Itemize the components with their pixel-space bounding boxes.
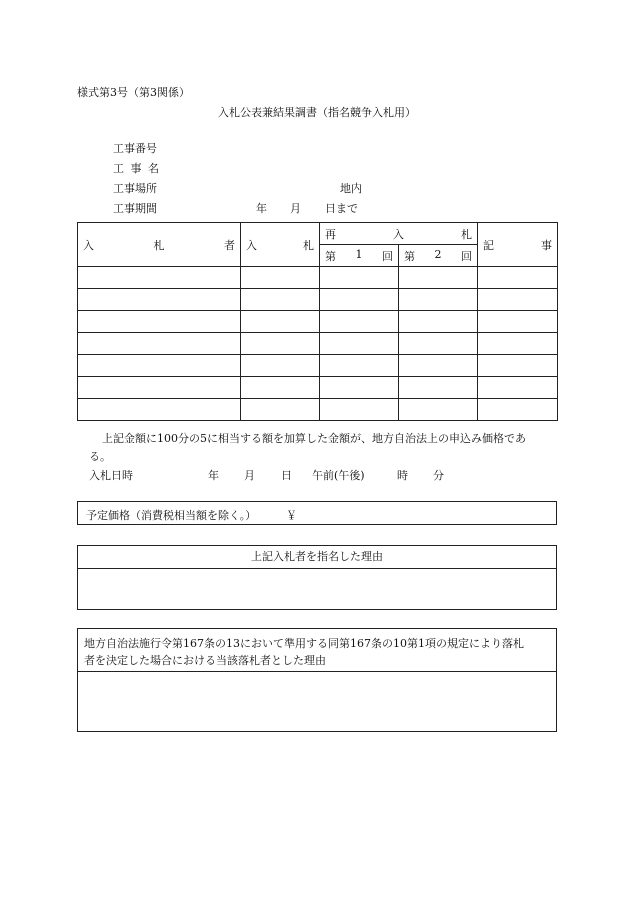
header-rebid: 再 入 札 [320,223,478,245]
table-cell [78,399,241,421]
bid-month: 月 [244,469,255,482]
table-cell [478,333,558,355]
designation-reason-header: 上記入札者を指名した理由 [78,546,556,569]
table-cell [320,289,399,311]
table-cell [241,333,320,355]
header-round-1: 第 1 回 [320,245,399,267]
table-cell [399,311,478,333]
table-cell [399,267,478,289]
table-cell [399,377,478,399]
currency-symbol: ￥ [286,509,297,522]
table-cell [478,355,558,377]
table-header-row [78,223,558,245]
label-bid-datetime: 入札日時 [89,469,133,482]
bid-hour: 時 [397,469,408,482]
label-construction-period: 工事期間 [113,202,157,215]
period-month: 月 [290,202,301,215]
table-cell [241,311,320,333]
table-cell [320,377,399,399]
header-bid: 入 札 [241,223,320,267]
table-cell [478,311,558,333]
table-cell [78,311,241,333]
table-row [78,289,558,311]
table-cell [241,399,320,421]
table-cell [478,399,558,421]
table-cell [478,289,558,311]
label-char: 工 [113,162,124,175]
table-cell [320,333,399,355]
winning-bidder-reason-header [78,629,556,672]
table-row [78,267,558,289]
table-cell [320,355,399,377]
estimated-price-box [77,501,557,525]
form-id: 様式第3号（第3関係） [77,86,190,99]
label-construction-number: 工事番号 [113,142,157,155]
table-cell [241,377,320,399]
bid-day: 日 [281,469,292,482]
bid-year: 年 [208,469,219,482]
table-cell [399,333,478,355]
table-cell [320,311,399,333]
table-cell [241,289,320,311]
table-cell [320,399,399,421]
designation-reason-box [77,545,557,610]
table-cell [78,333,241,355]
table-row [78,377,558,399]
table-cell [399,355,478,377]
bid-minute: 分 [433,469,444,482]
table-row [78,311,558,333]
table-cell [241,267,320,289]
table-cell [478,267,558,289]
table-row [78,399,558,421]
header-notes: 記 事 [478,223,558,267]
table-cell [399,399,478,421]
bid-results-table [77,222,558,421]
location-suffix: 地内 [340,182,362,195]
winning-bidder-reason-box [77,628,557,732]
table-cell [78,377,241,399]
table-cell [478,377,558,399]
table-cell [78,267,241,289]
estimated-price-label: 予定価格（消費税相当額を除く。） [86,509,257,522]
header-round-2: 第 2 回 [399,245,478,267]
table-cell [78,289,241,311]
label-char: 名 [148,162,159,175]
period-year: 年 [256,202,267,215]
bid-ampm: 午前(午後) [312,469,365,482]
table-cell [241,355,320,377]
table-cell [399,289,478,311]
law-text-line-1: 地方自治法施行令第167条の13において準用する同第167条の10第1項の規定により落札 [84,637,524,650]
table-row [78,333,558,355]
law-text-line-2: 者を決定した場合における当該落札者とした理由 [84,654,326,667]
table-row [78,355,558,377]
note-line-1: 上記金額に100分の5に相当する額を加算した金額が、地方自治法上の申込み価格であ [102,432,526,445]
label-construction-name [113,160,159,176]
note-line-2: る。 [89,450,111,463]
label-construction-location: 工事場所 [113,182,157,195]
header-bidder: 入 札 者 [78,223,241,267]
period-day: 日まで [325,202,358,215]
label-char: 事 [130,162,142,175]
table-cell [320,267,399,289]
table-cell [78,355,241,377]
document-title: 入札公表兼結果調書（指名競争入札用） [218,106,416,119]
